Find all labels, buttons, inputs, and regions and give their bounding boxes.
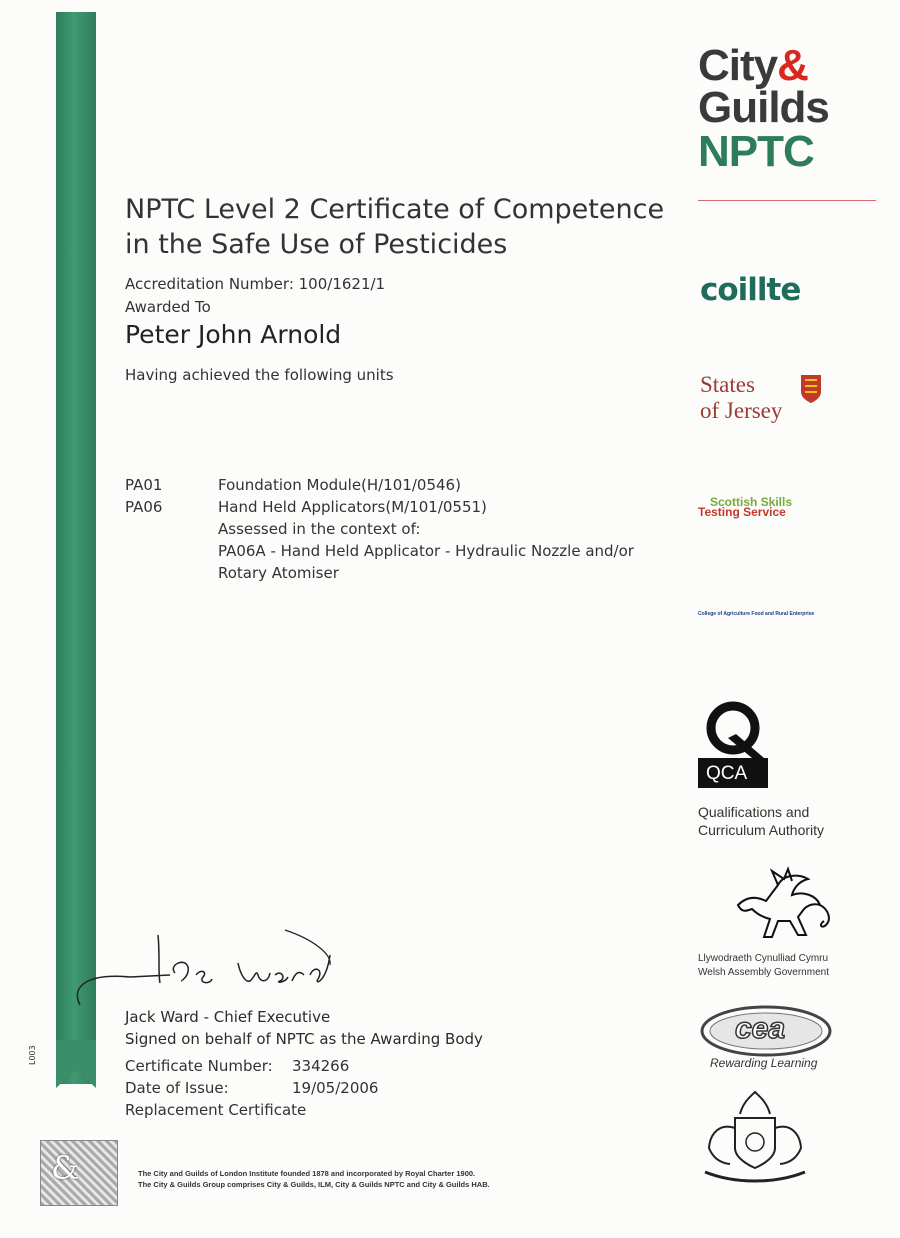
awarded-to-label: Awarded To xyxy=(125,298,211,316)
divider xyxy=(698,200,876,201)
date-label: Date of Issue: xyxy=(125,1079,229,1097)
welsh-assembly-text xyxy=(698,952,829,980)
unit-description xyxy=(218,496,658,584)
cea-tagline: Rewarding Learning xyxy=(710,1056,818,1070)
cafre-logo: College of Agriculture Food and Rural Enterprise xyxy=(698,611,815,617)
coat-of-arms-icon xyxy=(695,1088,815,1184)
unit-description: Foundation Module(H/101/0546) xyxy=(218,476,461,494)
unit-line: Hand Held Applicators(M/101/0551) xyxy=(218,498,487,516)
side-code: L003 xyxy=(28,1045,37,1065)
jersey-crest-icon xyxy=(800,374,822,404)
unit-line: Assessed in the context of: xyxy=(218,520,421,538)
qca-line-1: Qualifications and xyxy=(698,804,810,820)
logo-guilds: Guilds xyxy=(698,83,829,132)
title-line-1: NPTC Level 2 Certificate of Competence xyxy=(125,194,665,225)
date-value: 19/05/2006 xyxy=(292,1079,379,1097)
unit-code: PA06 xyxy=(125,498,163,516)
welsh-line-2: Welsh Assembly Government xyxy=(698,967,829,978)
title-line-2: in the Safe Use of Pesticides xyxy=(125,229,508,260)
welsh-line-1: Llywodraeth Cynulliad Cymru xyxy=(698,953,829,964)
unit-line: PA06A - Hand Held Applicator - Hydraulic Nozzle and/or xyxy=(218,542,634,560)
welsh-dragon-icon xyxy=(728,865,838,945)
sss-line-2: Testing Service xyxy=(698,505,786,519)
certificate-title xyxy=(125,192,665,262)
logo-city: City xyxy=(698,41,778,90)
logo-nptc: NPTC xyxy=(698,127,814,176)
qca-mark: QCA xyxy=(706,763,748,784)
logo-amp: & xyxy=(777,41,808,90)
green-ribbon xyxy=(56,12,96,1084)
states-of-jersey-logo xyxy=(700,372,782,424)
recipient-name: Peter John Arnold xyxy=(125,320,342,349)
hologram-seal xyxy=(40,1140,118,1206)
cea-mark: cea xyxy=(735,1012,786,1045)
accreditation-number: Accreditation Number: 100/1621/1 xyxy=(125,275,386,293)
cert-number-label: Certificate Number: xyxy=(125,1057,273,1075)
footer-line-1: The City and Guilds of London Institute founded 1878 and incorporated by Royal Charter 1900. xyxy=(138,1169,476,1178)
sj-line-1: States xyxy=(700,372,755,397)
ribbon-tail xyxy=(56,1040,96,1088)
city-guilds-nptc-logo xyxy=(698,41,829,176)
hologram-mark: & xyxy=(51,1149,80,1187)
cert-number-value: 334266 xyxy=(292,1057,350,1075)
qca-line-2: Curriculum Authority xyxy=(698,822,825,838)
qca-name xyxy=(698,803,824,839)
coillte-logo: coillte xyxy=(700,272,801,308)
footer-line-2: The City & Guilds Group comprises City & Guilds, ILM, City & Guilds NPTC and City & Guilds HAB. xyxy=(138,1180,490,1189)
signatory-name: Jack Ward - Chief Executive xyxy=(125,1008,331,1026)
replacement-label: Replacement Certificate xyxy=(125,1101,307,1119)
unit-code: PA01 xyxy=(125,476,163,494)
sj-line-2: of Jersey xyxy=(700,398,783,423)
signatory-role: Signed on behalf of NPTC as the Awarding Body xyxy=(125,1030,483,1048)
footer-notice xyxy=(138,1168,490,1190)
achieved-label: Having achieved the following units xyxy=(125,366,394,384)
signature-graphic xyxy=(70,925,370,1015)
scottish-skills-logo xyxy=(698,497,792,517)
unit-line: Rotary Atomiser xyxy=(218,564,339,582)
sss-line-1: Scottish Skills xyxy=(710,495,793,509)
